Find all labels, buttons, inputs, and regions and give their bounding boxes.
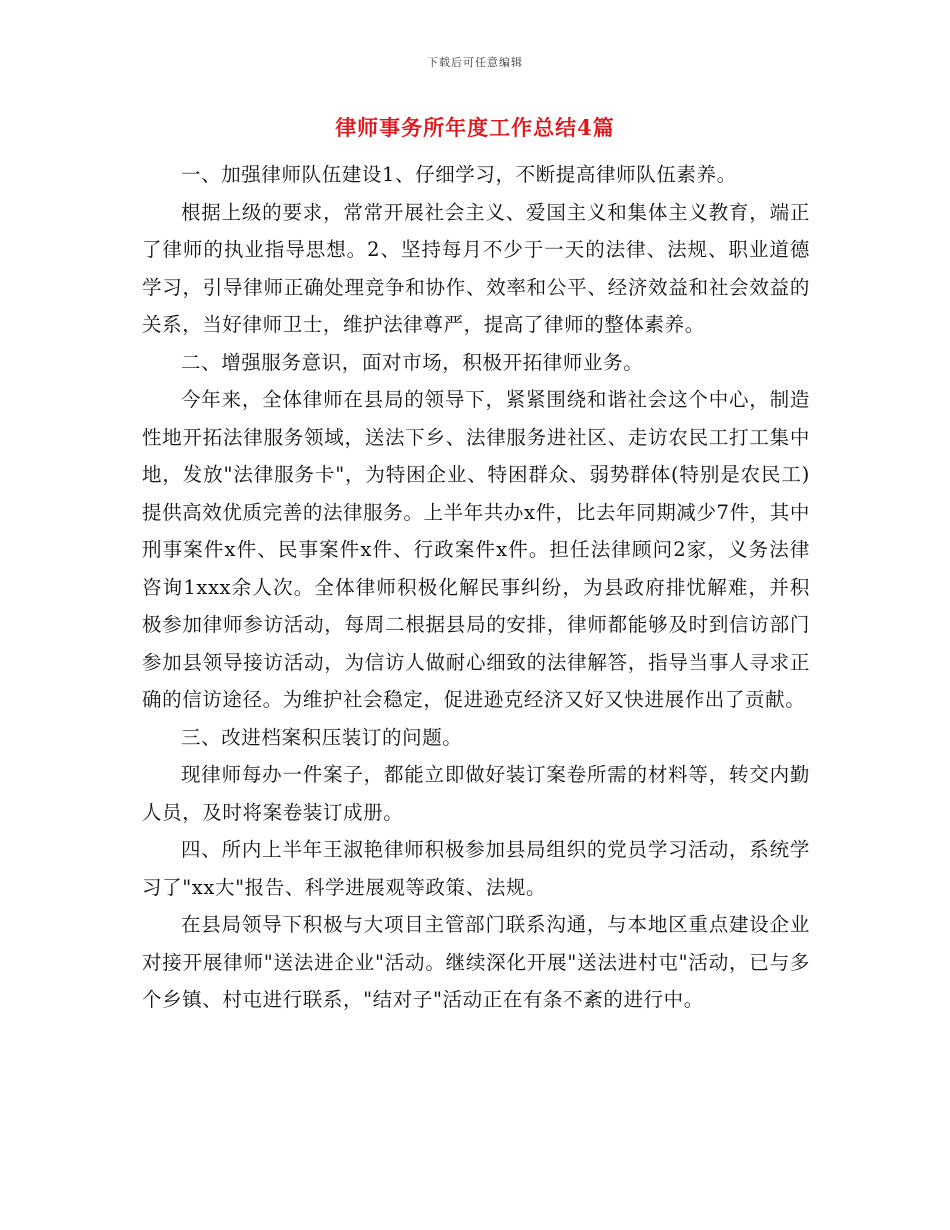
paragraph-4: 今年来，全体律师在县局的领导下，紧紧围绕和谐社会这个中心，制造性地开拓法律服务领域，送法下乡、法律服务进社区、走访农民工打工集中地，发放"法律服务卡"，为特困企业、特困群众、弱势群体(特别是农民工)提供高效优质完善的法律服务。上半年共办x件，比去年同期减少7件，其中刑事案件x件、民事案件x件、行政案件x件。担任法律顾问2家，义务法律咨询1xxx余人次。全体律师积极化解民事纠纷，为县政府排忧解难，并积极参加律师参访活动，每周二根据县局的安排，律师都能够及时到信访部门参加县领导接访活动，为信访人做耐心细致的法律解答，指导当事人寻求正确的信访途径。为维护社会稳定，促进逊克经济又好又快进展作出了贡献。: [142, 388, 810, 711]
paragraph-7: 四、所内上半年王淑艳律师积极参加县局组织的党员学习活动，系统学习了"xx大"报告、科学进展观等政策、法规。: [142, 838, 810, 899]
document-title: 律师事务所年度工作总结4篇: [335, 115, 615, 140]
paragraph-3: 二、增强服务意识，面对市场，积极开拓律师业务。: [181, 350, 644, 374]
paragraph-5: 三、改进档案积压装订的问题。: [181, 725, 463, 749]
paragraph-8: 在县局领导下积极与大项目主管部门联系沟通，与本地区重点建设企业对接开展律师"送法进企业"活动。继续深化开展"送法进村屯"活动，已与多个乡镇、村屯进行联系，"结对子"活动正在有条不紊的进行中。: [142, 913, 810, 1011]
paragraph-2: 根据上级的要求，常常开展社会主义、爱国主义和集体主义教育，端正了律师的执业指导思想。2、坚持每月不少于一天的法律、法规、职业道德学习，引导律师正确处理竞争和协作、效率和公平、经济效益和社会效益的关系，当好律师卫士，维护法律尊严，提高了律师的整体素养。: [142, 200, 810, 336]
document-body: [142, 156, 810, 1019]
paragraph-6: 现律师每办一件案子，都能立即做好装订案卷所需的材料等，转交内勤人员，及时将案卷装订成册。: [142, 763, 810, 824]
paragraph-1: 一、加强律师队伍建设1、仔细学习，不断提高律师队伍素养。: [181, 163, 737, 186]
header-note: 下载后可任意编辑: [427, 56, 523, 69]
